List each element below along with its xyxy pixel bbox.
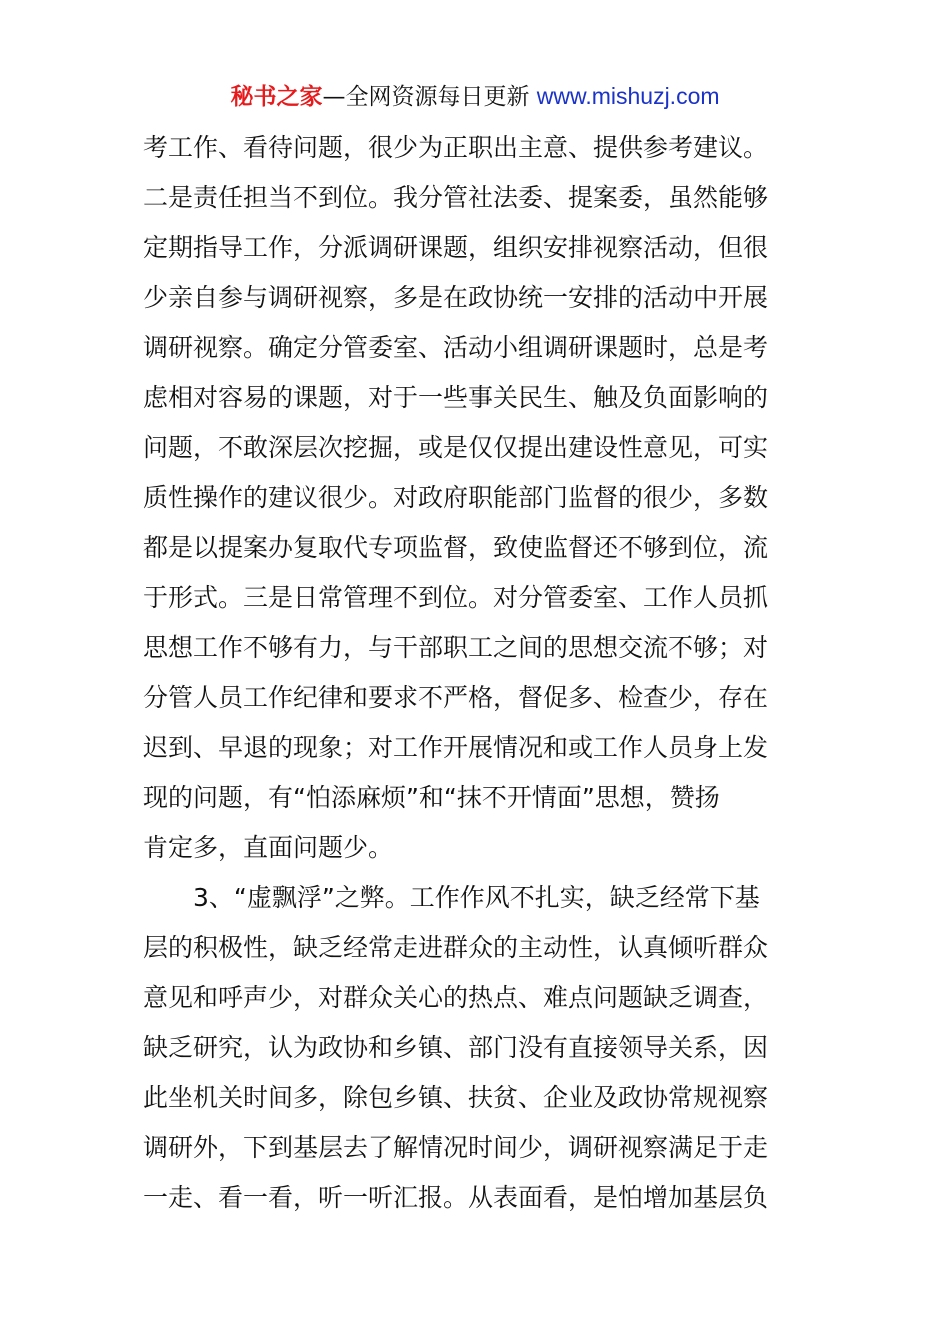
text-line: 调研外，下到基层去了解情况时间少，调研视察满足于走	[143, 1133, 769, 1162]
document-body	[143, 123, 811, 1223]
text-line: 少亲自参与调研视察，多是在政协统一安排的活动中开展	[143, 283, 769, 312]
text-line: 调研视察。确定分管委室、活动小组调研课题时，总是考	[143, 333, 769, 362]
text-line: 一走、看一看，听一听汇报。从表面看，是怕增加基层负	[143, 1183, 769, 1212]
text-line: 层的积极性，缺乏经常走进群众的主动性，认真倾听群众	[143, 933, 769, 962]
text-line: 二是责任担当不到位。我分管社法委、提案委，虽然能够	[143, 183, 769, 212]
site-url-link[interactable]: www.mishuzj.com	[536, 83, 720, 109]
site-header	[0, 80, 950, 113]
paragraph-start-line: 3、“虚飘浮”之弊。工作作风不扎实，缺乏经常下基	[193, 883, 760, 912]
text-line: 于形式。三是日常管理不到位。对分管委室、工作人员抓	[143, 583, 769, 612]
text-line: 分管人员工作纪律和要求不严格，督促多、检查少，存在	[143, 683, 769, 712]
text-line: 思想工作不够有力，与干部职工之间的思想交流不够；对	[143, 633, 769, 662]
text-line: 定期指导工作，分派调研课题，组织安排视察活动，但很	[143, 233, 769, 262]
text-line: 缺乏研究，认为政协和乡镇、部门没有直接领导关系，因	[143, 1033, 769, 1062]
text-line: 质性操作的建议很少。对政府职能部门监督的很少，多数	[143, 483, 769, 512]
text-line: 虑相对容易的课题，对于一些事关民生、触及负面影响的	[143, 383, 769, 412]
text-line: 问题，不敢深层次挖掘，或是仅仅提出建设性意见，可实	[143, 433, 769, 462]
text-line: 此坐机关时间多，除包乡镇、扶贫、企业及政协常规视察	[143, 1083, 769, 1112]
text-line: 现的问题，有“怕添麻烦”和“抹不开情面”思想，赞扬	[143, 783, 720, 812]
text-line: 都是以提案办复取代专项监督，致使监督还不够到位，流	[143, 533, 769, 562]
text-line: 意见和呼声少，对群众关心的热点、难点问题缺乏调查，	[143, 983, 769, 1012]
text-line: 肯定多，直面问题少。	[143, 833, 394, 862]
text-line: 迟到、早退的现象；对工作开展情况和或工作人员身上发	[143, 733, 769, 762]
header-tagline: —全网资源每日更新	[322, 84, 530, 110]
text-line: 考工作、看待问题，很少为正职出主意、提供参考建议。	[143, 133, 769, 162]
brand-name: 秘书之家	[230, 84, 323, 110]
